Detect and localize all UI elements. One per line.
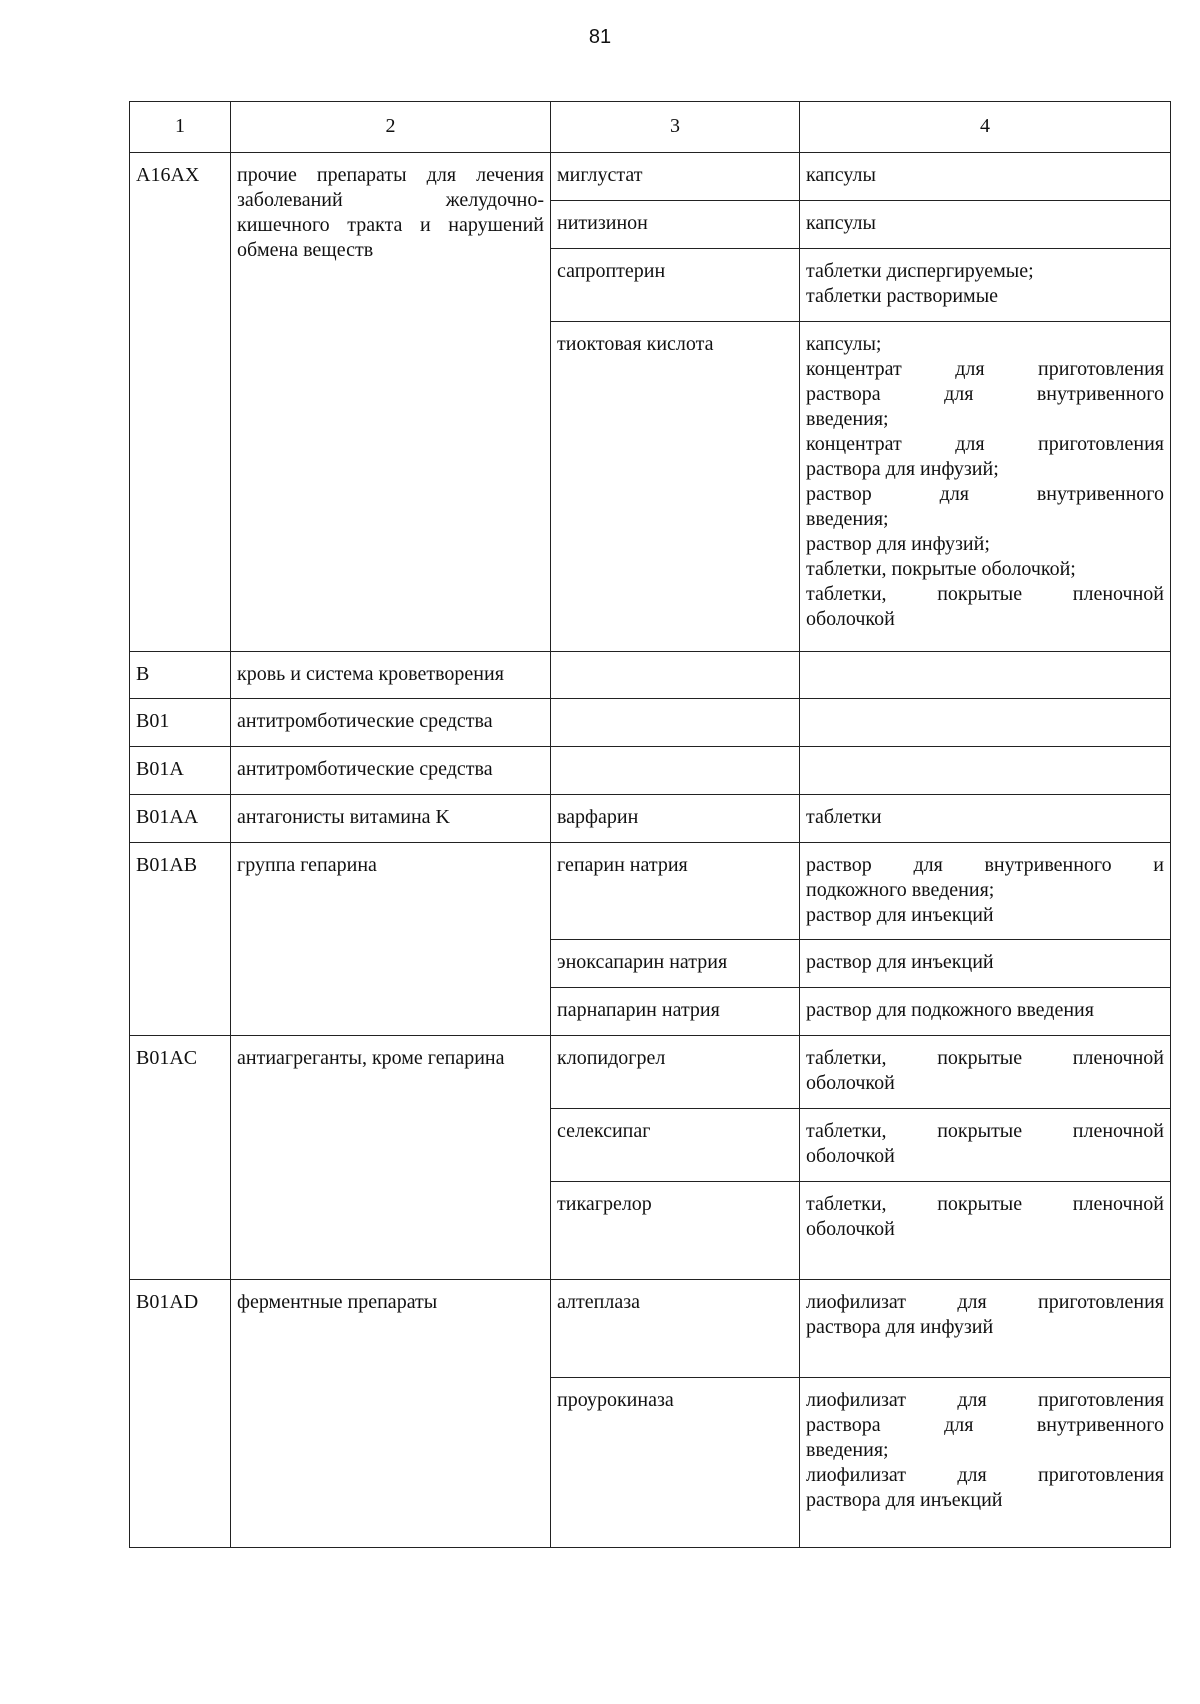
atc-code: B: [130, 652, 231, 699]
table-row: [130, 795, 1171, 843]
dosage-form: [800, 699, 1171, 747]
dosage-form: [800, 652, 1171, 699]
dosage-form: таблетки: [800, 795, 1171, 843]
table-row: [130, 747, 1171, 795]
table-row: [130, 699, 1171, 747]
column-header-4: 4: [800, 102, 1171, 153]
table-row: [130, 843, 1171, 940]
dosage-form: капсулы; концентрат для приготовления раствора для внутривенного введения; концентрат для приготовления раствора для инфузий; раствор для внутривенного введения; раствор для инфузий; таблетки, покрытые оболочкой; таблетки, покрытые пленочной оболочкой: [800, 322, 1171, 652]
drug-name: гепарин натрия: [551, 843, 800, 940]
dosage-form: капсулы: [800, 201, 1171, 249]
dosage-form: таблетки, покрытые пленочной оболочкой: [800, 1182, 1171, 1280]
group-name: кровь и система кроветворения: [231, 652, 551, 699]
atc-code: B01AA: [130, 795, 231, 843]
drug-name: сапроптерин: [551, 249, 800, 322]
atc-code: A16AX: [130, 153, 231, 652]
drug-name: варфарин: [551, 795, 800, 843]
group-name: ферментные препараты: [231, 1280, 551, 1548]
page-number: 81: [588, 26, 612, 48]
table-row: [130, 1280, 1171, 1378]
dosage-form: таблетки, покрытые пленочной оболочкой: [800, 1036, 1171, 1109]
drug-name: селексипаг: [551, 1109, 800, 1182]
table-row: [130, 153, 1171, 201]
table-row: [130, 652, 1171, 699]
atc-code: B01A: [130, 747, 231, 795]
drug-name: нитизинон: [551, 201, 800, 249]
drug-name: парнапарин натрия: [551, 988, 800, 1036]
header-row: [130, 102, 1171, 153]
table-row: [130, 1036, 1171, 1109]
dosage-form: лиофилизат для приготовления раствора для инфузий: [800, 1280, 1171, 1378]
group-name: антагонисты витамина K: [231, 795, 551, 843]
atc-code: B01AB: [130, 843, 231, 1036]
dosage-form: раствор для подкожного введения: [800, 988, 1171, 1036]
group-name: прочие препараты для лечения заболеваний желудочно- кишечного тракта и нарушений обмена веществ: [231, 153, 551, 652]
drug-name: [551, 652, 800, 699]
drug-name: проурокиназа: [551, 1378, 800, 1548]
drug-name: миглустат: [551, 153, 800, 201]
dosage-form: таблетки диспергируемые; таблетки растворимые: [800, 249, 1171, 322]
dosage-form: [800, 747, 1171, 795]
dosage-form: лиофилизат для приготовления раствора для внутривенного введения; лиофилизат для приготовления раствора для инъекций: [800, 1378, 1171, 1548]
drug-name: эноксапарин натрия: [551, 940, 800, 988]
drug-name: клопидогрел: [551, 1036, 800, 1109]
group-name: антитромботические средства: [231, 747, 551, 795]
drug-table: [129, 101, 1171, 1548]
atc-code: B01AD: [130, 1280, 231, 1548]
group-name: группа гепарина: [231, 843, 551, 1036]
dosage-form: капсулы: [800, 153, 1171, 201]
column-header-1: 1: [130, 102, 231, 153]
drug-name: тикагрелор: [551, 1182, 800, 1280]
drug-name: [551, 699, 800, 747]
group-name: антитромботические средства: [231, 699, 551, 747]
dosage-form: раствор для инъекций: [800, 940, 1171, 988]
dosage-form: таблетки, покрытые пленочной оболочкой: [800, 1109, 1171, 1182]
drug-name: тиоктовая кислота: [551, 322, 800, 652]
group-name: антиагреганты, кроме гепарина: [231, 1036, 551, 1280]
dosage-form: раствор для внутривенного и подкожного введения; раствор для инъекций: [800, 843, 1171, 940]
atc-code: B01: [130, 699, 231, 747]
column-header-2: 2: [231, 102, 551, 153]
drug-name: [551, 747, 800, 795]
column-header-3: 3: [551, 102, 800, 153]
drug-name: алтеплаза: [551, 1280, 800, 1378]
atc-code: B01AC: [130, 1036, 231, 1280]
